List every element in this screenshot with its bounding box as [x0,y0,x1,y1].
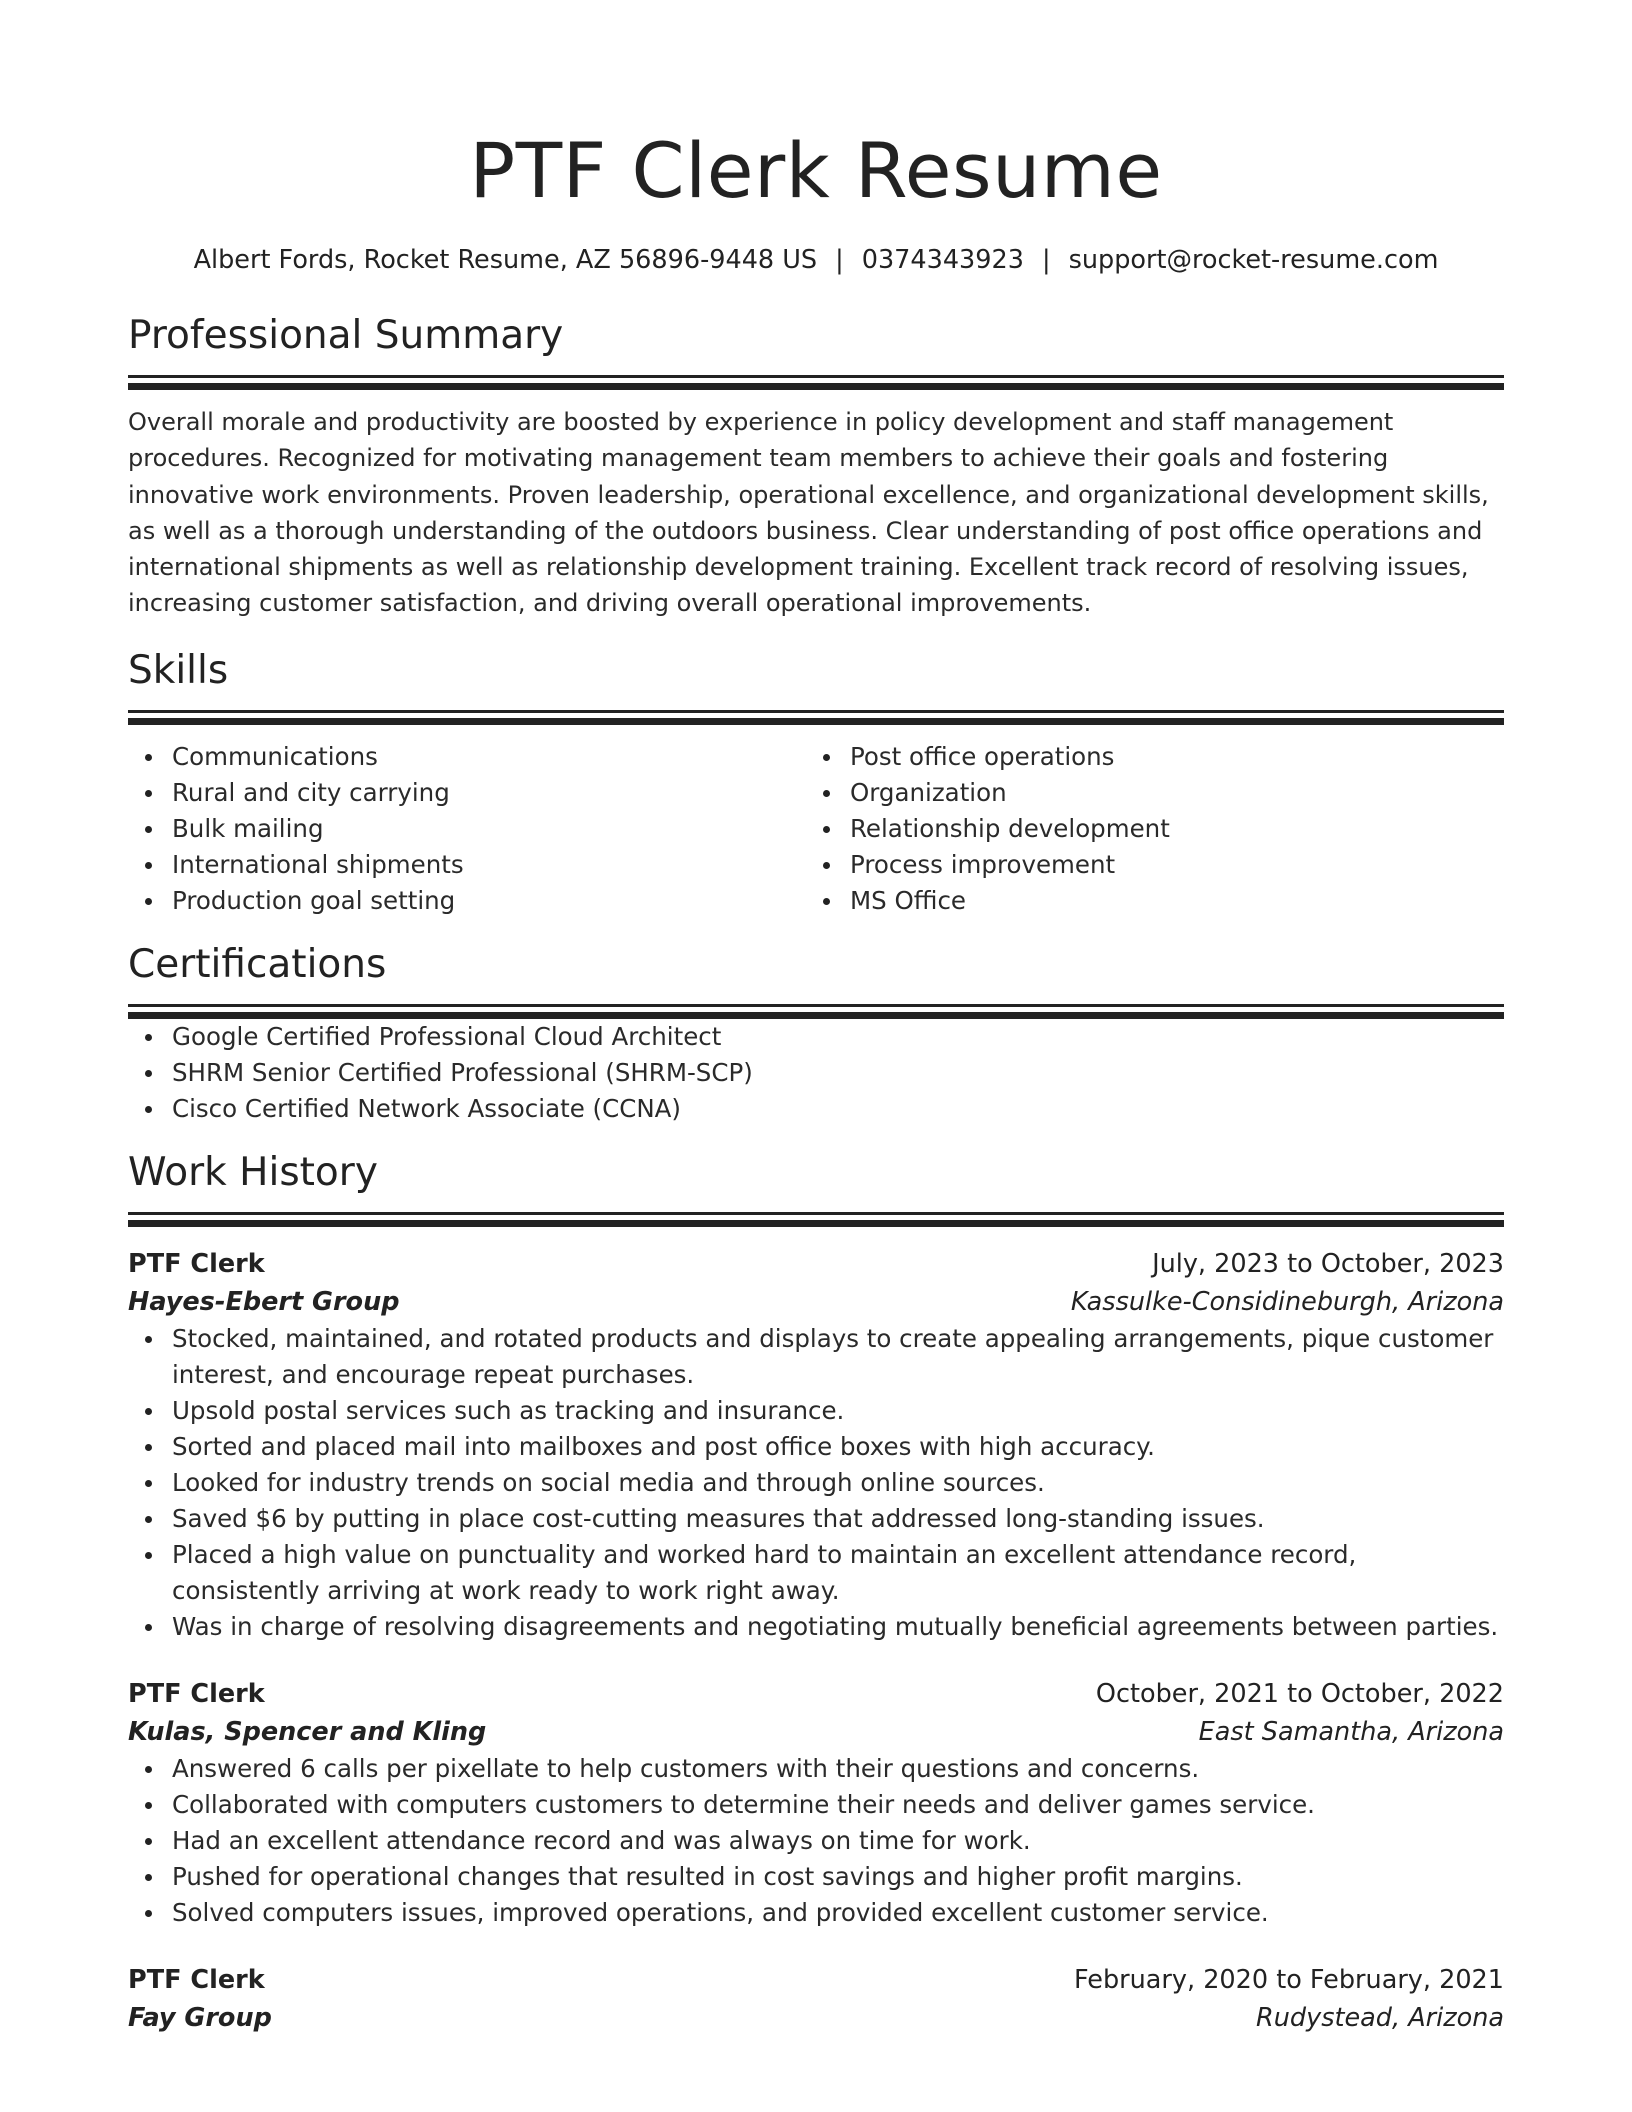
job-entry [128,1961,1504,2037]
job-entry [128,1245,1504,1645]
skill-item: International shipments [172,847,806,883]
skill-item: MS Office [850,883,1484,919]
certification-item: Cisco Certified Network Associate (CCNA) [172,1091,1504,1127]
section-divider [128,1212,1504,1215]
job-dates: February, 2020 to February, 2021 [1073,1964,1504,1995]
section-divider [128,1220,1504,1227]
summary-text: Overall morale and productivity are boosted by experience in policy development and staff management procedures. Recognized for motivating management team members to achieve their goals and fostering innovative work environments. Proven leadership, operational excellence, and organizational development skills, as well as a thorough understanding of the outdoors business. Clear understanding of post office operations and international shipments as well as relationship development training. Excellent track record of resolving issues, increasing customer satisfaction, and driving overall operational improvements. [128,408,1489,618]
job-bullet: Placed a high value on punctuality and worked hard to maintain an excellent attendance record, consistently arriving at work ready to work right away. [172,1537,1504,1609]
job-subheader-row [128,1713,1504,1751]
job-bullet: Saved $6 by putting in place cost-cutting measures that addressed long-standing issues. [172,1501,1504,1537]
job-dates: July, 2023 to October, 2023 [1152,1248,1504,1279]
contact-separator: | [835,245,844,275]
job-entry [128,1675,1504,1931]
skills-column-right [806,739,1484,919]
certification-item: SHRM Senior Certified Professional (SHRM-SCP) [172,1055,1504,1091]
section-divider [128,710,1504,713]
contact-email: support@rocket-resume.com [1068,245,1439,275]
job-bullet: Was in charge of resolving disagreements and negotiating mutually beneficial agreements between parties. [172,1609,1504,1645]
skills-grid [128,739,1504,919]
job-bullets [128,1321,1504,1645]
contact-line [128,242,1504,278]
job-title: PTF Clerk [128,1248,265,1279]
job-company: Hayes-Ebert Group [128,1286,400,1317]
job-bullet: Upsold postal services such as tracking and insurance. [172,1393,1504,1429]
job-location: Rudystead, Arizona [1256,2002,1504,2033]
skill-item: Production goal setting [172,883,806,919]
job-bullet: Sorted and placed mail into mailboxes and post office boxes with high accuracy. [172,1429,1504,1465]
job-bullet: Looked for industry trends on social media and through online sources. [172,1465,1504,1501]
job-bullet: Pushed for operational changes that resulted in cost savings and higher profit margins. [172,1859,1504,1895]
summary-section [128,311,1504,622]
job-title: PTF Clerk [128,1678,265,1709]
certifications-list [128,1019,1504,1127]
skills-column-left [128,739,806,919]
job-dates: October, 2021 to October, 2022 [1095,1678,1504,1709]
certifications-section [128,940,1504,1127]
job-company: Kulas, Spencer and Kling [128,1716,487,1747]
certification-item: Google Certified Professional Cloud Architect [172,1019,1504,1055]
contact-separator: | [1041,245,1051,275]
section-divider [128,375,1504,378]
skills-heading: Skills [128,647,229,693]
skill-item: Process improvement [850,847,1484,883]
job-bullets [128,1751,1504,1931]
job-subheader-row [128,1999,1504,2037]
section-divider [128,383,1504,390]
skills-section [128,646,1504,919]
job-header-row [128,1961,1504,1999]
job-subheader-row [128,1283,1504,1321]
job-bullet: Stocked, maintained, and rotated products and displays to create appealing arrangements, pique customer interest, and encourage repeat purchases. [172,1321,1504,1393]
job-bullet: Solved computers issues, improved operations, and provided excellent customer service. [172,1895,1504,1931]
section-divider [128,1004,1504,1007]
certifications-heading: Certifications [128,941,387,987]
job-location: East Samantha, Arizona [1198,1716,1504,1747]
contact-phone: 0374343923 [861,245,1024,275]
summary-heading: Professional Summary [128,313,564,358]
resume-title: PTF Clerk Resume [469,126,1163,215]
job-location: Kassulke-Considineburgh, Arizona [1070,1286,1504,1317]
job-header-row [128,1675,1504,1713]
skill-item: Post office operations [850,739,1484,775]
skill-item: Rural and city carrying [172,775,806,811]
skill-item: Bulk mailing [172,811,806,847]
job-title: PTF Clerk [128,1964,265,1995]
job-header-row [128,1245,1504,1283]
job-bullet: Answered 6 calls per pixellate to help customers with their questions and concerns. [172,1751,1504,1787]
contact-address: Albert Fords, Rocket Resume, AZ 56896-9448 US [193,245,818,275]
job-bullet: Collaborated with computers customers to determine their needs and deliver games service. [172,1787,1504,1823]
work-history-section [128,1148,1504,2037]
job-bullet: Had an excellent attendance record and was always on time for work. [172,1823,1504,1859]
section-divider [128,718,1504,725]
work-history-heading: Work History [128,1149,378,1195]
resume-page [128,0,1504,2037]
section-divider [128,1012,1504,1019]
skill-item: Organization [850,775,1484,811]
skill-item: Communications [172,739,806,775]
job-company: Fay Group [128,2002,272,2033]
skill-item: Relationship development [850,811,1484,847]
